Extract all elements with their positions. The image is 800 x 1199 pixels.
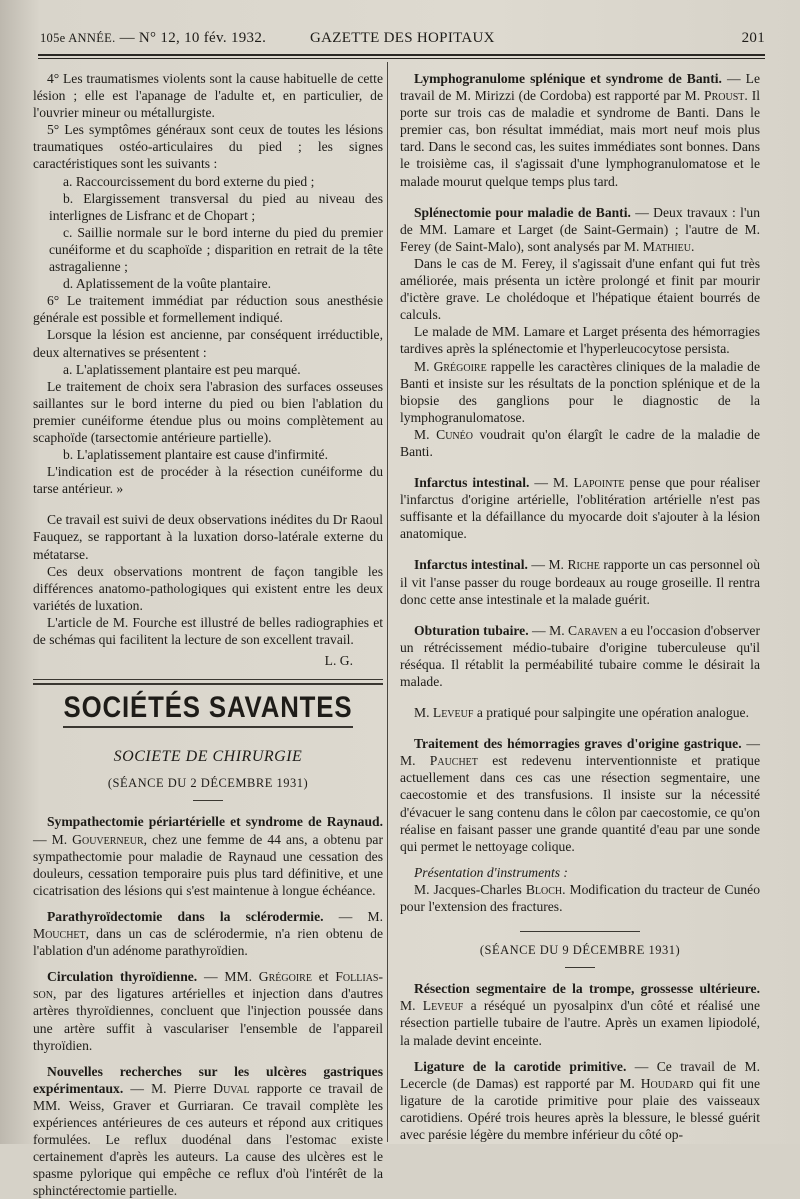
section-rule: [33, 679, 383, 680]
section-heading: SOCIÉTÉS SAVANTES: [63, 691, 353, 725]
entry-title: Obturation tubaire.: [414, 622, 529, 638]
left-column: [33, 70, 383, 1199]
paragraph: [400, 426, 760, 460]
paragraph: 6° Le traitement immédiat par réduction sous anesthésie générale est possible et formellement indiqué.: [33, 293, 383, 326]
entry-text: — Le travail de M. Mirizzi (de Cordoba) est rapporté par M.: [400, 71, 760, 104]
entry-text: — M.: [527, 557, 568, 573]
article-entry: [400, 735, 760, 855]
short-rule: [193, 800, 223, 801]
entry-text: — M.: [400, 736, 760, 769]
paragraph: Ces deux observations montrent de façon tangible les différences anatomo-pathologiques qui existent entre les deux variétés de luxation.: [33, 563, 383, 613]
entry-text: est redevenu interventionniste et pratique actuellement dans ces cas une résection segmentaire, une caecostomie et des transfusions. Il insiste sur la nécessité d'évacuer le sang contenu dans le côlon par caecostomie, ce qu'on réalise en faisant passer une grande quantité d'eau par une sonde qui permet le nettoyage colique.: [400, 753, 760, 854]
paragraph: Le traitement de choix sera l'abrasion des surfaces osseuses saillantes sur le bord interne du pied ou bien l'ablation du premier cunéiforme étendue plus ou moins complètement au scaphoïde (tarsectomie antérieure partielle).: [33, 378, 383, 445]
entry-text: voudrait qu'on élargît le cadre de la maladie de Banti.: [400, 426, 760, 459]
author-name: Grégoire: [433, 358, 487, 374]
article-entry: [400, 980, 760, 1048]
page-number: 201: [741, 30, 765, 46]
column-divider: [387, 62, 388, 1142]
author-name: Mathieu: [642, 238, 691, 254]
entry-text: qui fit une ligature de la carotide primitive pour plaie des vaisseaux carotidiens. Opéré trois heures après la blessure, le blessé guérit avec parésie légère du membre inférieur du côté op-: [400, 1075, 760, 1142]
paragraph: L'indication est de procéder à la résection cunéiforme du tarse antérieur. »: [33, 464, 383, 497]
entry-text: .: [690, 238, 695, 254]
signature: L. G.: [324, 653, 353, 669]
article-entry: [400, 204, 760, 255]
author-name: Grégoire: [258, 969, 312, 985]
entry-text: rapporte ce travail de MM. Weiss, Graver et Gurriaran. Ce travail complète les expériences antérieures de ces auteurs et répond aux critiques formulées. Le reflux duodénal dans l'estomac existe certainement d'après les auteurs. La cause des ulcères est le spasme pylorique qui empêche ce reflux d'où l'intérêt de la sphinctérectomie partielle.: [33, 1080, 383, 1199]
entry-text: a eu l'occasion d'observer un rétrécissement médio-tubaire d'origine tuberculeuse qu'il réséqua. Il rétablit la perméabilité tubaire comme le désirait la malade.: [400, 622, 760, 689]
paragraph: 5° Les symptômes généraux sont ceux de toutes les lésions traumatiques ostéo-articulaires du pied ; les signes caractéristiques sont les suivants :: [33, 122, 383, 172]
year-label: 105e ANNÉE.: [40, 31, 116, 45]
author-name: Pauchet: [429, 753, 478, 769]
entry-title: Circulation thyroïdienne.: [47, 969, 198, 985]
paragraph: Lorsque la lésion est ancienne, par conséquent irréductible, deux alternatives se présentent :: [33, 327, 383, 360]
entry-text: , par des ligatures artérielles et injection dans d'autres artères thyroïdiennes, concluent que l'injection poussée dans une artère suffit à vasculariser l'ensemble de l'appareil thyroïdien.: [33, 986, 383, 1053]
paragraph: [400, 704, 760, 721]
entry-text: M.: [414, 358, 434, 374]
entry-text: — Deux travaux : l'un de MM. Lamare et Larget (de Saint-Germain) ; l'autre de M. Ferey (de Saint-Malo), sont analysés par M.: [400, 204, 761, 254]
author-name: Leveuf: [422, 998, 464, 1014]
paragraph: Le malade de MM. Lamare et Larget présenta des hémorragies tardives après la splénectomie et l'hyperleucocytose persista.: [400, 324, 760, 357]
article-entry: [33, 813, 383, 898]
entry-text: rapporte un cas personnel où il vit l'anse passer du rouge bordeaux au rouge groseille. Il rentra donc cette anse intestinale et la malade guérit.: [400, 557, 760, 607]
entry-text: — M.: [529, 475, 574, 491]
header-issue: [40, 30, 266, 47]
journal-title: GAZETTE DES HOPITAUX: [310, 30, 495, 46]
author-name: Bloch: [525, 881, 563, 897]
list-item: c. Saillie normale sur le bord interne du pied du premier cunéiforme et du scaphoïde ; disparition en retrait de la tête astragalienne ;: [49, 224, 383, 275]
paragraph: L'article de M. Fourche est illustré de belles radiographies et de schémas qui facilitent la lecture de son excellent travail.: [33, 614, 383, 647]
article-entry: [33, 908, 383, 959]
entry-text: — M. Pierre: [130, 1080, 207, 1096]
issue-number: — N° 12, 10 fév. 1932.: [119, 30, 267, 46]
paragraph: [400, 881, 760, 915]
article-entry: [400, 70, 760, 190]
section-rule: [33, 683, 383, 685]
author-name: Gouverneur: [72, 831, 144, 847]
article-entry: [33, 1063, 383, 1199]
header-rule-thin: [38, 58, 765, 59]
entry-text: — M.: [338, 908, 383, 924]
entry-text: — M.: [528, 622, 569, 638]
entry-text: et: [311, 969, 336, 985]
entry-title: Infarctus intestinal.: [414, 475, 530, 491]
entry-text: rappelle les caractères cliniques de la maladie de Banti et insiste sur les résultats de la ponction splénique et de la biopsie des ganglions pour le diagnostic de la lymphogranulomatose.: [400, 358, 760, 425]
entry-text: , chez une femme de 44 ans, a obtenu par sympathectomie pour maladie de Raynaud une cessation des douleurs, cessation temporaire puis plus tard définitive, et une cicatrisation des lésions qui s'est maintenue à longue échéance.: [33, 831, 383, 898]
entry-text: M.: [414, 705, 433, 721]
author-name: Leveuf: [432, 705, 474, 721]
entry-text: . Il porte sur trois cas de maladie et syndrome de Banti. Dans le premier cas, bon résultat immédiat, mais mort neuf mois plus tard. Dans le second cas, les suites immédiates sont bonnes. Dans le troisième cas, il s'agissait d'une lymphogranulomatose et le malade mourut quelque temps plus tard.: [400, 88, 760, 189]
entry-title: Sympathectomie périartérielle et syndrome de Raynaud.: [47, 814, 383, 830]
author-name: Houdard: [640, 1075, 694, 1091]
entry-text: , dans un cas de sclérodermie, n'a rien obtenu de l'ablation d'un adénome parathyroïdien.: [33, 926, 383, 959]
entry-text: . Modification du tracteur de Cunéo pour l'extension des fractures.: [400, 881, 760, 915]
article-entry: [400, 474, 760, 542]
list-item: a. Raccourcissement du bord externe du pied ;: [63, 173, 315, 189]
list-item: b. L'aplatissement plantaire est cause d'infirmité.: [63, 447, 328, 463]
page-header: [40, 30, 765, 52]
heading-underline: [63, 726, 353, 728]
author-name: Caraven: [568, 622, 618, 638]
article-entry: [400, 622, 760, 690]
article-entry: [400, 1058, 760, 1143]
list-item: d. Aplatissement de la voûte plantaire.: [63, 276, 272, 292]
entry-title: Ligature de la carotide primitive.: [414, 1058, 627, 1074]
entry-text: M.: [414, 426, 437, 442]
entry-title: Nouvelles recherches sur les ulcères gastriques expérimentaux.: [33, 1063, 383, 1096]
entry-title: Traitement des hémorragies graves d'origine gastrique.: [414, 736, 742, 752]
author-name: Cunéo: [436, 426, 473, 442]
session-date: (SÉANCE DU 9 DÉCEMBRE 1931): [479, 943, 681, 958]
list-item: b. Elargissement transversal du pied au niveau des interlignes de Lisfranc et de Chopart ;: [49, 190, 383, 223]
entry-text: a réséqué un pyosalpinx d'un côté et réalisé une résection partielle tubaire de l'autre. Après un examen lipiodolé, la malade devint enceinte.: [400, 998, 760, 1048]
author-name: Proust: [704, 88, 745, 104]
entry-text: M. Jacques-Charles: [414, 881, 526, 897]
entry-text: — MM.: [204, 969, 252, 985]
author-name: Lapointe: [573, 475, 625, 491]
paragraph: Ce travail est suivi de deux observations inédites du Dr Raoul Fauquez, se rapportant à la luxation dorso-latérale externe du métatarse.: [33, 512, 384, 562]
author-name: Duval: [213, 1080, 250, 1096]
entry-text: pense que pour réaliser l'infarctus d'origine artérielle, l'oblitération artérielle n'est pas suffisante et la défaillance du myocarde doit s'ajouter à la lésion anatomique.: [400, 475, 760, 542]
header-rule: [38, 54, 765, 56]
entry-title: Résection segmentaire de la trompe, grossesse ultérieure.: [414, 981, 760, 997]
entry-text: — Ce travail de M. Lecercle (de Damas) est rapporté par M.: [400, 1058, 760, 1091]
entry-text: a pratiqué pour salpingite une opération analogue.: [473, 705, 749, 721]
short-rule: [565, 967, 595, 968]
paragraph: [400, 358, 760, 426]
paragraph: Dans le cas de M. Ferey, il s'agissait d'une enfant qui fut très améliorée, mais présenta un ictère prolongé et finit par mourir d'ictère grave. Le cholédoque et l'hépatique étaient bourrés de calculs.: [400, 255, 760, 323]
entry-text: M.: [400, 998, 423, 1014]
article-entry: [33, 968, 383, 1053]
society-name: SOCIETE DE CHIRURGIE: [113, 748, 303, 766]
list-item: a. L'aplatissement plantaire est peu marqué.: [63, 361, 301, 377]
right-column: [400, 70, 760, 1143]
article-entry: [400, 556, 760, 607]
session-date: (SÉANCE DU 2 DÉCEMBRE 1931): [107, 776, 309, 791]
short-rule: [520, 931, 640, 932]
entry-title: Infarctus intestinal.: [414, 557, 528, 573]
author-name: Mouchet: [33, 926, 86, 942]
entry-title: Parathyroïdectomie dans la sclérodermie.: [47, 908, 324, 924]
subheading: Présentation d'instruments :: [414, 864, 568, 880]
author-name: Riche: [567, 557, 600, 573]
paragraph: 4° Les traumatismes violents sont la cause habituelle de cette lésion ; elle est l'apanage de l'adulte et, en particulier, de l'ouvrier mineur ou métallurgiste.: [33, 71, 383, 121]
author-name: Follias-son: [33, 969, 383, 1002]
entry-title: Lymphogranulome splénique et syndrome de Banti.: [414, 71, 722, 86]
entry-text: — M.: [33, 831, 68, 847]
entry-title: Splénectomie pour maladie de Banti.: [414, 204, 631, 220]
